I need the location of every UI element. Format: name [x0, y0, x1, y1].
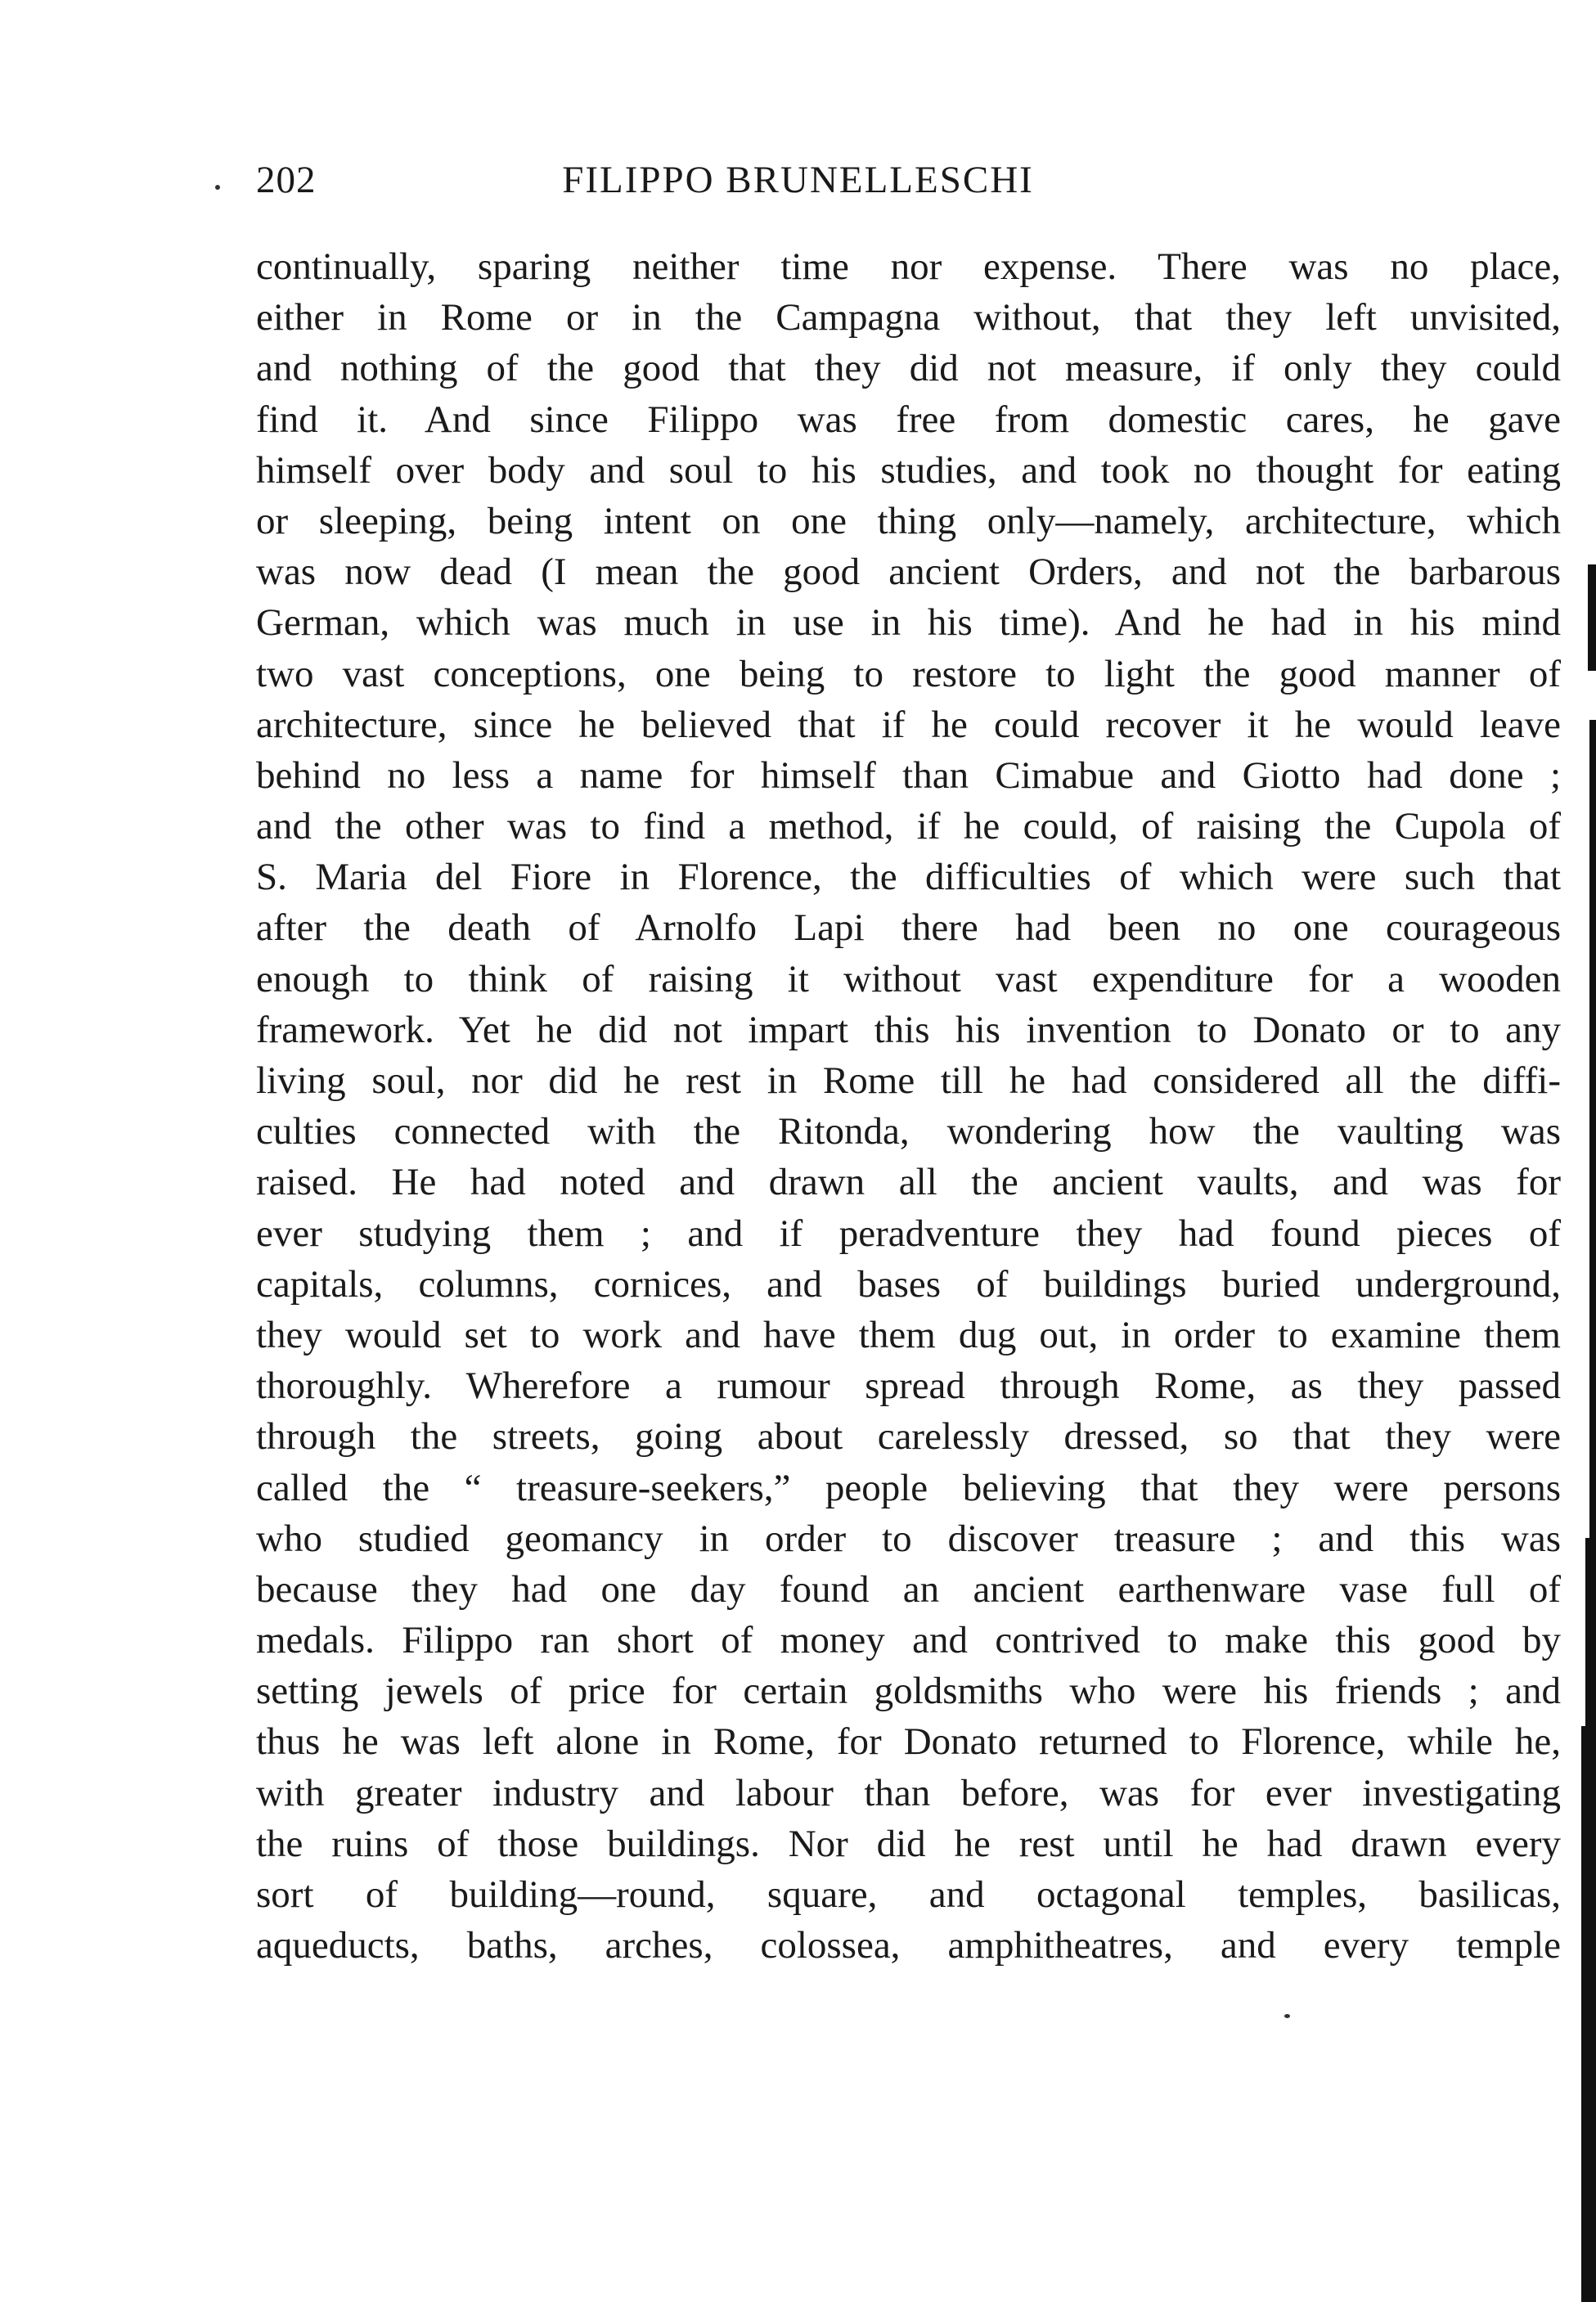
text-line: S. Maria del Fiore in Florence, the difficulties of which were such that — [256, 856, 1561, 899]
text-line: culties connected with the Ritonda, wondering how the vaulting was — [256, 1110, 1561, 1153]
text-line: after the death of Arnolfo Lapi there had been no one courageous — [256, 906, 1561, 950]
text-line: with greater industry and labour than before, was for ever investigating — [256, 1771, 1561, 1814]
text-line: himself over body and soul to his studies, and took no thought for eating — [256, 448, 1561, 492]
body-text — [256, 241, 1561, 1971]
text-line: because they had one day found an ancient earthenware vase full of — [256, 1567, 1561, 1611]
running-title: FILIPPO BRUNELLESCHI — [562, 159, 1034, 201]
text-line: framework. Yet he did not impart this his invention to Donato or to any — [256, 1008, 1561, 1051]
text-line: or sleeping, being intent on one thing only—namely, architecture, which — [256, 499, 1561, 542]
text-line: raised. He had noted and drawn all the ancient vaults, and was for — [256, 1161, 1561, 1204]
text-line: continually, sparing neither time nor expense. There was no place, — [256, 245, 1561, 288]
text-line: sort of building—round, square, and octagonal temples, basilicas, — [256, 1873, 1561, 1916]
scan-edge-mark — [1585, 1538, 1596, 1726]
text-line: capitals, columns, cornices, and bases of buildings buried underground, — [256, 1262, 1561, 1306]
text-line: the ruins of those buildings. Nor did he rest until he had drawn every — [256, 1822, 1561, 1865]
text-line: aqueducts, baths, arches, colossea, amphitheatres, and every temple — [256, 1924, 1561, 1967]
text-line: and nothing of the good that they did not measure, if only they could — [256, 347, 1561, 390]
scan-edge-mark — [1589, 720, 1596, 1538]
text-line: living soul, nor did he rest in Rome till he had considered all the diffi- — [256, 1059, 1561, 1102]
text-line: setting jewels of price for certain goldsmiths who were his friends ; and — [256, 1670, 1561, 1713]
scan-edge-mark — [1581, 1726, 1596, 2302]
text-line: they would set to work and have them dug out, in order to examine them — [256, 1313, 1561, 1356]
text-line: through the streets, going about carelessly dressed, so that they were — [256, 1415, 1561, 1459]
text-line: thus he was left alone in Rome, for Donato returned to Florence, while he, — [256, 1720, 1561, 1764]
text-line: medals. Filippo ran short of money and contrived to make this good by — [256, 1619, 1561, 1662]
text-line: two vast conceptions, one being to restore to light the good manner of — [256, 652, 1561, 695]
text-line: called the “ treasure-seekers,” people believing that they were persons — [256, 1466, 1561, 1509]
scan-edge-mark — [1588, 564, 1596, 671]
scan-speck — [1284, 2014, 1290, 2018]
text-line: find it. And since Filippo was free from domestic cares, he gave — [256, 398, 1561, 441]
text-line: was now dead (I mean the good ancient Orders, and not the barbarous — [256, 551, 1561, 594]
text-line: either in Rome or in the Campagna without, that they left unvisited, — [256, 296, 1561, 339]
text-line: behind no less a name for himself than Cimabue and Giotto had done ; — [256, 753, 1561, 797]
text-line: and the other was to find a method, if he could, of raising the Cupola of — [256, 805, 1561, 848]
page-number: 202 — [256, 159, 317, 201]
text-line: German, which was much in use in his time). And he had in his mind — [256, 601, 1561, 645]
text-line: architecture, since he believed that if he could recover it he would leave — [256, 703, 1561, 746]
text-line: enough to think of raising it without vast expenditure for a wooden — [256, 957, 1561, 1000]
text-line: thoroughly. Wherefore a rumour spread through Rome, as they passed — [256, 1365, 1561, 1408]
scan-speck — [215, 185, 220, 190]
text-line: who studied geomancy in order to discover treasure ; and this was — [256, 1517, 1561, 1560]
text-line: ever studying them ; and if peradventure they had found pieces of — [256, 1212, 1561, 1255]
